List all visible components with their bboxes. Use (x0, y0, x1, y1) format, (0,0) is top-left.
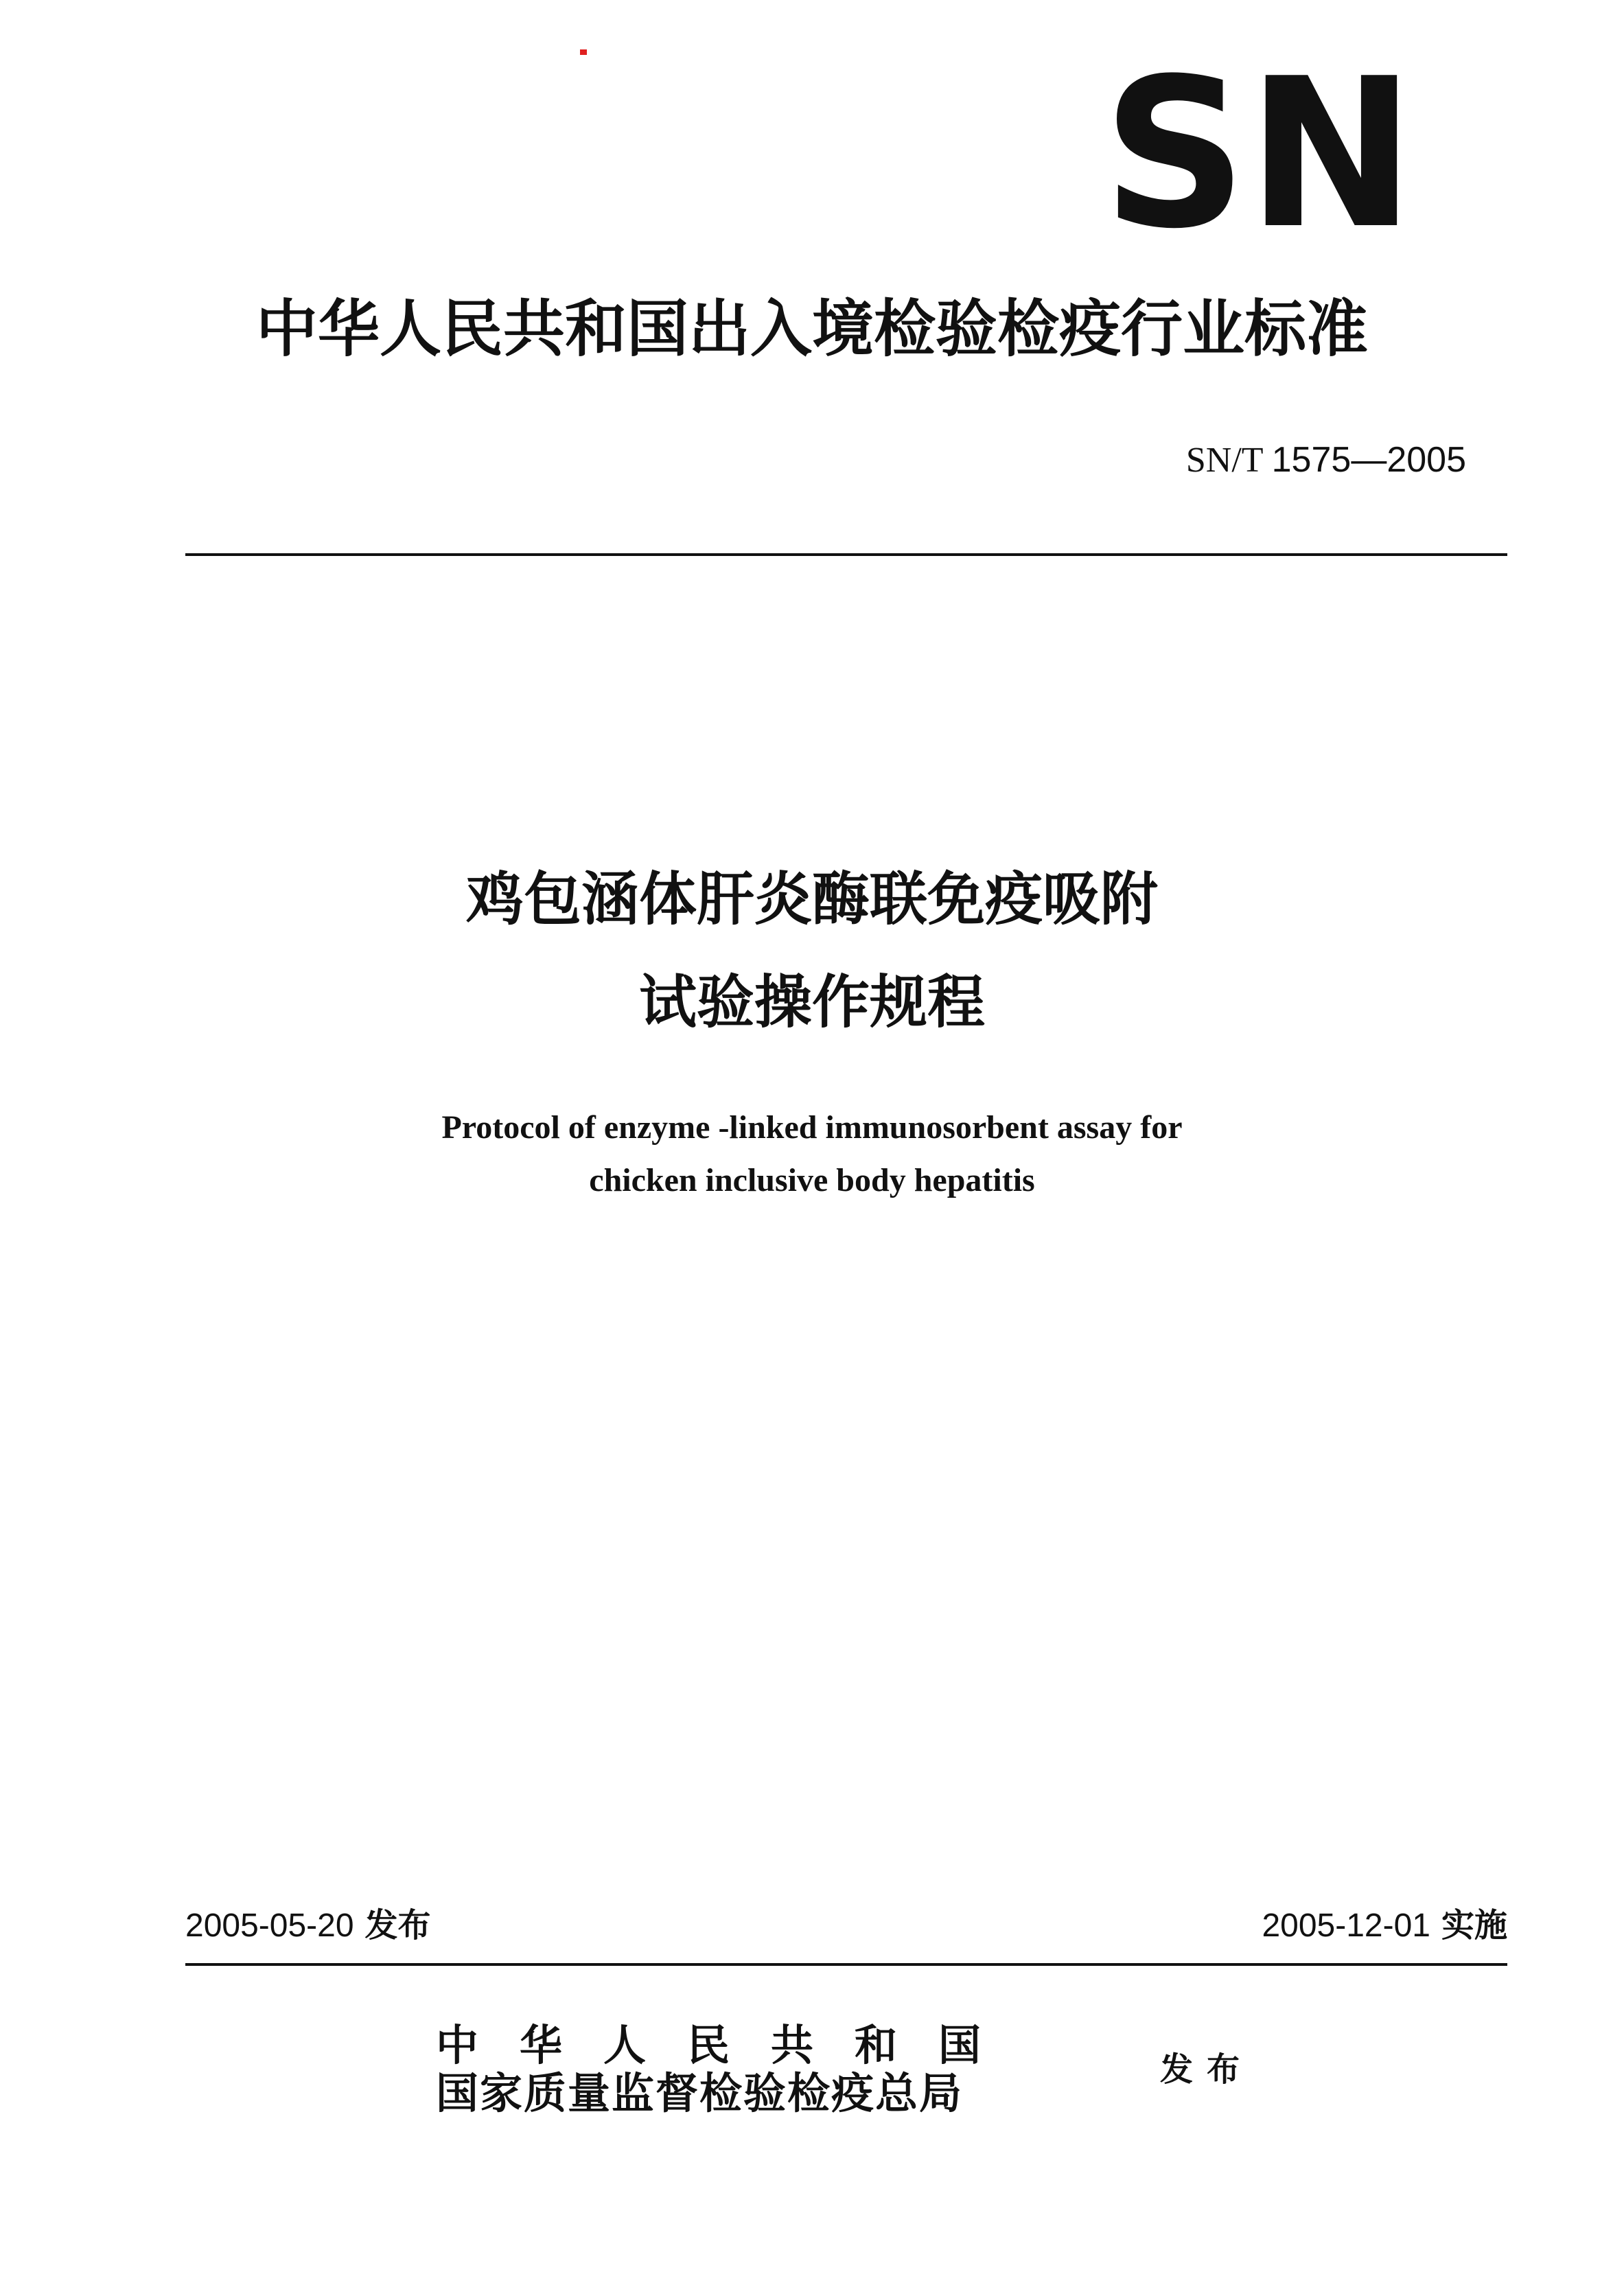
svg-text:SN: SN (1102, 63, 1415, 235)
english-title-line-1: Protocol of enzyme -linked immunosorbent assay for (441, 1109, 1183, 1146)
top-divider (185, 553, 1507, 556)
chinese-title-line-2: 试验操作规程 (638, 969, 985, 1036)
issue-date (185, 1905, 431, 1947)
issuer-line-2: 国家质量监督检验检疫总局 (436, 2068, 964, 2118)
standard-number-value: 1575—2005 (1271, 440, 1466, 480)
issue-date-label: 发布 (364, 1906, 431, 1945)
issue-date-value: 2005-05-20 (185, 1907, 354, 1944)
sn-logo (1101, 63, 1417, 235)
english-title-line-2: chicken inclusive body hepatitis (589, 1162, 1035, 1198)
effective-date-value: 2005-12-01 (1262, 1907, 1430, 1944)
bottom-divider (185, 1963, 1507, 1966)
effective-date (1262, 1905, 1507, 1947)
effective-date-label: 实施 (1441, 1906, 1507, 1945)
issuer-line-1: 中华人民共和国 (436, 2020, 1023, 2070)
chinese-title-line-1: 鸡包涵体肝炎酶联免疫吸附 (465, 866, 1158, 933)
standard-number-prefix: SN/T (1185, 441, 1263, 480)
issuer-action: 发布 (1160, 2050, 1254, 2089)
standard-number (1186, 439, 1466, 481)
standard-category-title: 中华人民共和国出入境检验检疫行业标准 (256, 293, 1368, 365)
red-mark (580, 49, 587, 55)
